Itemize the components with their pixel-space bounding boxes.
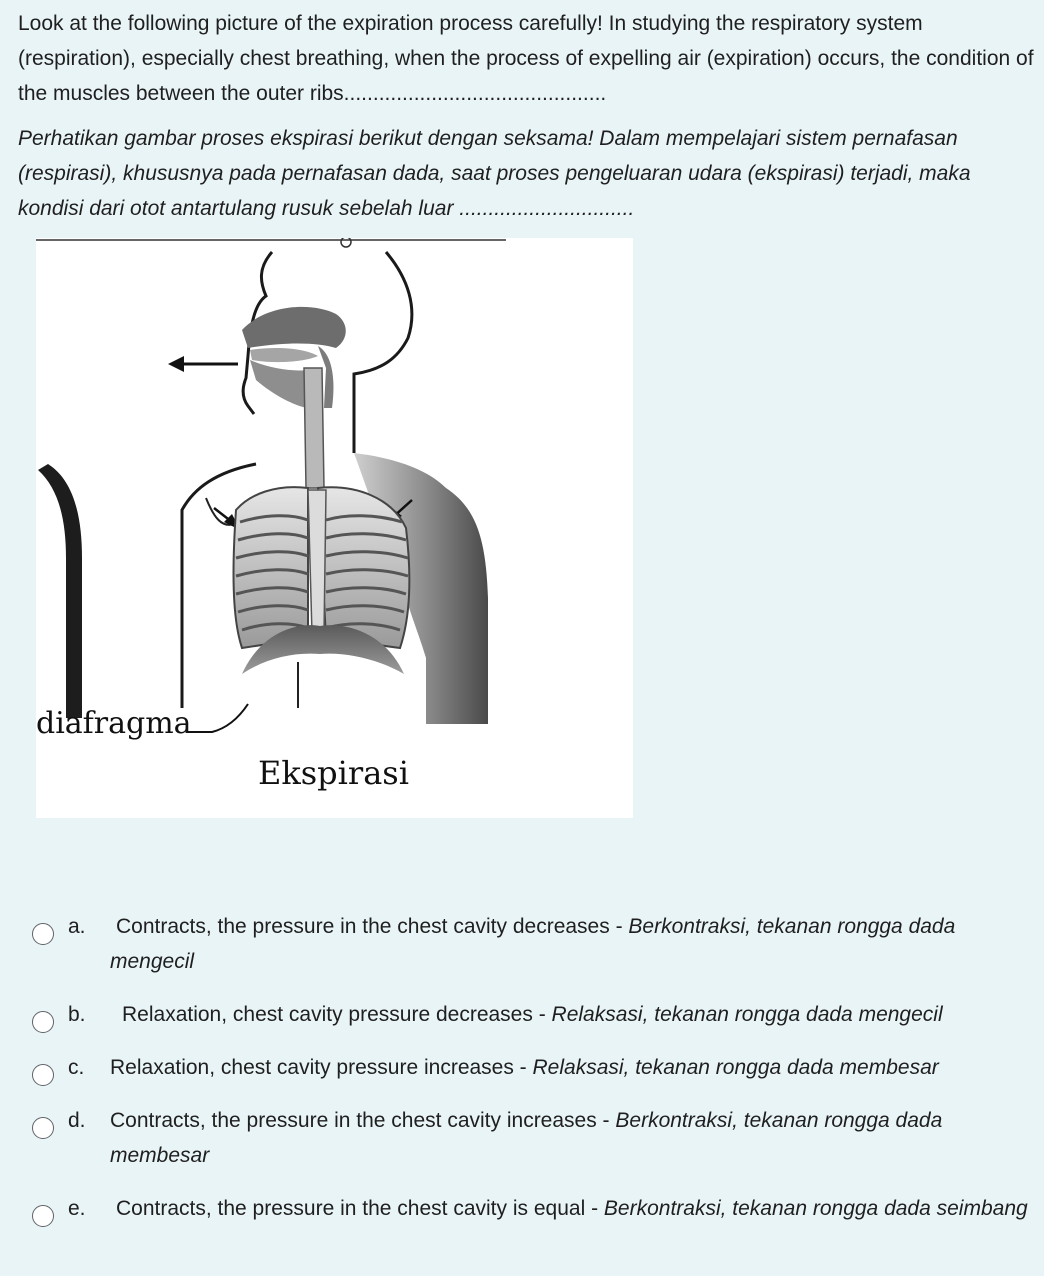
radio-button-c[interactable] [32, 1064, 54, 1086]
question-english-body: Look at the following picture of the expiration process carefully! In studying the respiratory system (respiration), especially chest breathing, when the process of expelling air (expiration) occurs, the condition of the muscles between the outer ribs. [18, 12, 1034, 105]
radio-button-a[interactable] [32, 923, 54, 945]
option-text-id: Berkontraksi, tekanan rongga dada mengecil [110, 915, 956, 973]
question-text-indonesian [18, 121, 1034, 226]
option-text-en: Contracts, the pressure in the chest cavity is equal - [116, 1197, 604, 1220]
option-text [122, 997, 1042, 1032]
question-text-english [18, 6, 1034, 111]
diafragma-label: diafragma [36, 706, 192, 741]
radio-button-b[interactable] [32, 1011, 54, 1033]
question-indonesian-body: Perhatikan gambar proses ekspirasi berikut dengan seksama! Dalam mempelajari sistem pernafasan (respirasi), khususnya pada pernafasan dada, saat proses pengeluaran udara (ekspirasi) terjadi, maka kondisi dari otot antartulang rusuk sebelah luar [18, 127, 971, 220]
option-text-id: Relaksasi, tekanan rongga dada membesar [532, 1056, 939, 1079]
option-letter: e. [68, 1197, 86, 1220]
option-text-en: Contracts, the pressure in the chest cavity decreases - [116, 915, 629, 938]
option-text-en: Relaxation, chest cavity pressure decreases - [122, 1003, 552, 1026]
question-english-blank: ............................................ [349, 82, 607, 105]
option-text-en: Relaxation, chest cavity pressure increases - [110, 1056, 533, 1079]
option-letter: c. [68, 1056, 85, 1079]
expiration-diagram [36, 238, 633, 818]
option-text-en: Contracts, the pressure in the chest cavity increases - [110, 1109, 616, 1132]
option-text-id: Relaksasi, tekanan rongga dada mengecil [551, 1003, 943, 1026]
ekspirasi-caption: Ekspirasi [258, 754, 409, 792]
option-text [110, 909, 1030, 979]
option-text [110, 1050, 1030, 1085]
option-letter: b. [68, 1003, 86, 1026]
radio-button-d[interactable] [32, 1117, 54, 1139]
question-indonesian-blank: .............................. [459, 197, 635, 220]
radio-button-e[interactable] [32, 1205, 54, 1227]
option-letter: d. [68, 1109, 86, 1132]
option-letter: a. [68, 915, 86, 938]
option-text [110, 1103, 1030, 1173]
option-text-id: Berkontraksi, tekanan rongga dada seimbang [603, 1197, 1028, 1220]
option-text [110, 1191, 1030, 1226]
option-text-id: Berkontraksi, tekanan rongga dada membesar [110, 1109, 943, 1167]
